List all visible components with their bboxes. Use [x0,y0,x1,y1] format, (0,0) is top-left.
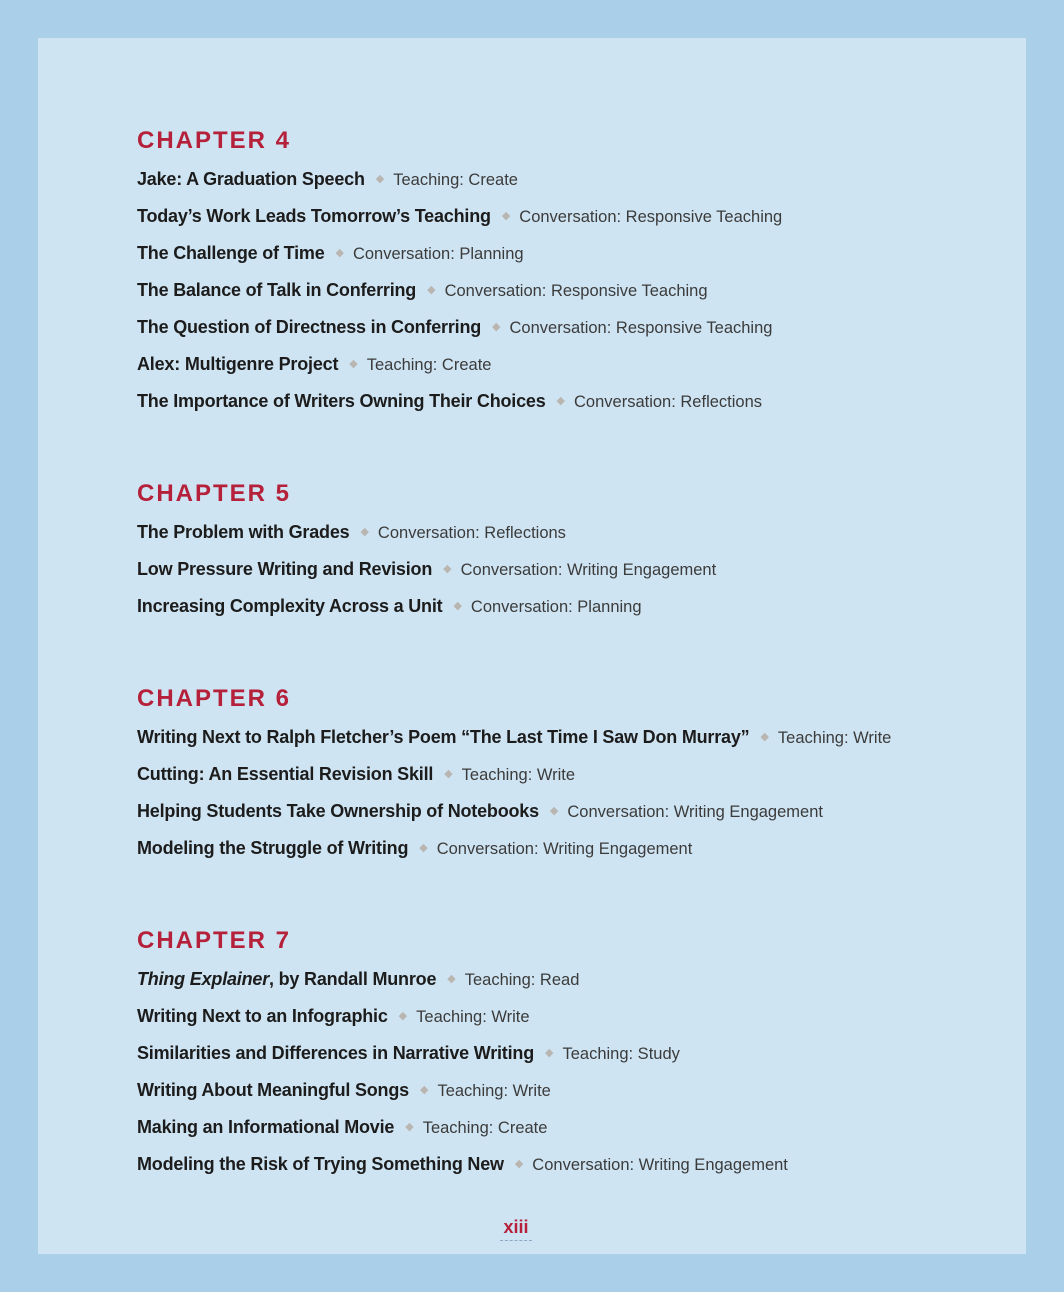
entry-type: Teaching: Create [393,171,518,189]
entry-title-rest: , by Randall Munroe [269,969,437,989]
page-panel [38,38,1026,1254]
list-item [137,1035,986,1072]
diamond-icon: ◆ [419,842,428,854]
diamond-icon: ◆ [443,563,452,575]
page-number-label: xiii [500,1217,531,1241]
diamond-icon: ◆ [349,358,358,370]
list-item [137,830,986,867]
chapter-heading: CHAPTER 6 [137,685,292,712]
entry-type: Teaching: Study [562,1045,680,1063]
list-item [137,1109,986,1146]
entry-type: Teaching: Write [777,729,892,747]
diamond-icon: ◆ [419,1084,429,1096]
diamond-icon: ◆ [501,210,511,222]
entry-title: The Balance of Talk in Conferring [137,280,417,300]
list-item [137,756,986,793]
entry-title: Making an Informational Movie [137,1117,395,1137]
list-item [137,309,986,346]
entry-title: Similarities and Differences in Narrative Writing [137,1043,534,1063]
book-title: Thing Explainer [137,969,270,989]
entry-title: Low Pressure Writing and Revision [137,559,433,579]
entry-type: Conversation: Writing Engagement [436,840,693,858]
chapter-heading: CHAPTER 4 [137,127,292,154]
entry-title: Jake: A Graduation Speech [137,169,365,189]
list-item [137,346,986,383]
entry-title: Modeling the Risk of Trying Something New [137,1154,504,1174]
list-item [137,1146,986,1183]
diamond-icon: ◆ [549,805,559,817]
diamond-icon: ◆ [427,284,436,296]
list-item [137,383,986,420]
chapter-4-section [137,126,986,420]
chapter-7-section [137,926,986,1183]
entry-type: Teaching: Create [366,356,492,374]
chapter-5-section [137,479,986,625]
entry-title: Writing Next to Ralph Fletcher’s Poem “The Last Time I Saw Don Murray” [137,727,750,747]
diamond-icon: ◆ [556,395,565,407]
list-item [137,719,986,756]
diamond-icon: ◆ [514,1158,524,1170]
entry-title [137,969,436,989]
list-item [137,198,986,235]
list-item [137,1072,986,1109]
diamond-icon: ◆ [453,600,462,612]
diamond-icon: ◆ [398,1010,408,1022]
entry-title: Increasing Complexity Across a Unit [137,596,443,616]
list-item [137,961,986,998]
diamond-icon: ◆ [492,321,501,333]
entry-title: Helping Students Take Ownership of Notebooks [137,801,539,821]
list-item [137,998,986,1035]
chapter-heading: CHAPTER 5 [137,480,292,507]
entry-type: Teaching: Write [437,1082,551,1100]
list-item [137,235,986,272]
entry-type: Teaching: Write [416,1008,530,1026]
chapter-heading: CHAPTER 7 [137,927,292,954]
entry-title: Today’s Work Leads Tomorrow’s Teaching [137,206,491,226]
entry-type: Conversation: Planning [352,245,524,263]
page-number [38,1217,1026,1241]
entry-title: Writing About Meaningful Songs [137,1080,409,1100]
diamond-icon: ◆ [760,731,769,743]
entry-type: Conversation: Writing Engagement [532,1156,788,1174]
entry-title: The Challenge of Time [137,243,325,263]
entry-type: Conversation: Responsive Teaching [444,282,708,300]
entry-title: The Importance of Writers Owning Their Choices [137,391,546,411]
diamond-icon: ◆ [360,526,369,538]
entry-type: Conversation: Writing Engagement [460,561,717,579]
list-item [137,514,986,551]
entry-title: Modeling the Struggle of Writing [137,838,409,858]
list-item [137,161,986,198]
list-item [137,793,986,830]
chapter-6-section [137,684,986,867]
entry-type: Teaching: Write [461,766,576,784]
list-item [137,588,986,625]
diamond-icon: ◆ [375,173,385,185]
entry-title: Alex: Multigenre Project [137,354,339,374]
entry-type: Conversation: Reflections [574,393,763,411]
diamond-icon: ◆ [405,1121,414,1133]
diamond-icon: ◆ [444,768,453,780]
diamond-icon: ◆ [335,247,344,259]
entry-type: Teaching: Read [464,971,580,989]
entry-type: Conversation: Planning [470,598,642,616]
entry-title: The Problem with Grades [137,522,350,542]
entry-type: Conversation: Responsive Teaching [519,208,783,226]
entry-type: Conversation: Writing Engagement [567,803,823,821]
entry-type: Conversation: Responsive Teaching [509,319,773,337]
list-item [137,551,986,588]
list-item [137,272,986,309]
entry-title: Writing Next to an Infographic [137,1006,388,1026]
entry-type: Conversation: Reflections [377,524,566,542]
diamond-icon: ◆ [545,1047,554,1059]
entry-title: Cutting: An Essential Revision Skill [137,764,434,784]
diamond-icon: ◆ [447,973,456,985]
entry-type: Teaching: Create [422,1119,548,1137]
entry-title: The Question of Directness in Conferring [137,317,482,337]
